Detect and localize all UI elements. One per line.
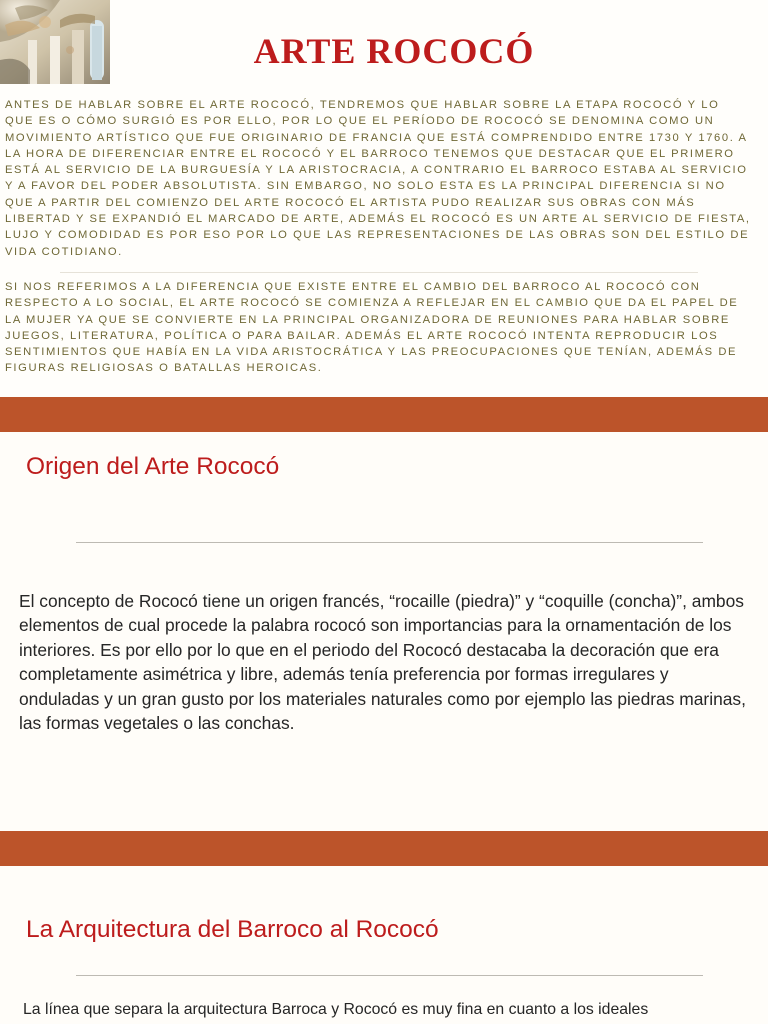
slide-body: El concepto de Rococó tiene un origen francés, “rocaille (piedra)” y “coquille (concha)”, ambos elementos de cual procede la palabra rococó son importancias para la ornamentación de los interiores. Es por ello por lo que en el periodo del Rococó destacaba la decoración que era completamente asimétrica y libre, además tenía preferencia por formas irregulares y onduladas y un gran gusto por los materiales naturales como por ejemplo las piedras marinas, las formas vegetales o las conchas. <box>19 591 746 734</box>
divider <box>76 542 703 543</box>
slide-separator-band <box>0 831 768 866</box>
slide-origen <box>0 432 768 831</box>
slide-arquitectura <box>0 866 768 1024</box>
divider <box>76 975 703 976</box>
divider <box>60 272 698 273</box>
intro-paragraph: ANTES DE HABLAR SOBRE EL ARTE ROCOCÓ, TENDREMOS QUE HABLAR SOBRE LA ETAPA ROCOCÓ Y LO QUE ES O CÓMO SURGIÓ ES POR ELLO, POR LO QUE EL PERÍODO DE ROCOCÓ SE DENOMINA COMO UN MOVIMIENTO ARTÍSTICO QUE FUE ORIGINARIO DE FRANCIA QUE ESTÁ COMPRENDIDO ENTRE 1730 Y 1760. A LA HORA DE DIFERENCIAR ENTRE EL ROCOCÓ Y EL BARROCO TENEMOS QUE DESTACAR QUE EL PRIMERO ESTÁ AL SERVICIO DE LA BURGUESÍA Y LA ARISTOCRACIA, A CONTRARIO EL BARROCO ESTABA AL SERVICIO Y A FAVOR DEL PODER ABSOLUTISTA. SIN EMBARGO, NO SOLO ESTA ES LA PRINCIPAL DIFERENCIA SI NO QUE A PARTIR DEL COMIENZO DEL ARTE ROCOCÓ EL ARTISTA PUDO REALIZAR SUS OBRAS CON MÁS LIBERTAD Y SE EXPANDIÓ EL MARCADO DE ARTE, ADEMÁS EL ROCOCÓ ES UN ARTE AL SERVICIO DE FIESTA, LUJO Y COMODIDAD ES POR ESO POR LO QUE LAS REPRESENTACIONES DE LAS OBRAS SON DEL ESTILO DE VIDA COTIDIANO. <box>5 99 751 258</box>
slide-separator-band <box>0 397 768 432</box>
slide-arte-rococo <box>0 0 768 397</box>
slide-heading: Origen del Arte Rococó <box>26 453 280 480</box>
slide-heading: La Arquitectura del Barroco al Rococó <box>26 916 439 943</box>
slide-body: La línea que separa la arquitectura Barroca y Rococó es muy fina en cuanto a los ideales <box>23 1001 649 1018</box>
social-paragraph: SI NOS REFERIMOS A LA DIFERENCIA QUE EXISTE ENTRE EL CAMBIO DEL BARROCO AL ROCOCÓ CON RESPECTO A LO SOCIAL, EL ARTE ROCOCÓ SE COMIENZA A REFLEJAR EN EL CAMBIO QUE DA EL PAPEL DE LA MUJER YA QUE SE CONVIERTE EN LA PRINCIPAL ORGANIZADORA DE REUNIONES PARA HABLAR SOBRE JUEGOS, LITERATURA, POLÍTICA O PARA BAILAR. ADEMÁS EL ARTE ROCOCÓ INTENTA REPRODUCIR LOS SENTIMIENTOS QUE HABÍA EN LA VIDA ARISTOCRÁTICA Y LAS PREOCUPACIONES QUE TENÍAN, ADEMÁS DE FIGURAS RELIGIOSAS O BATALLAS HEROICAS. <box>5 281 739 375</box>
slide-title: ARTE ROCOCÓ <box>253 31 535 72</box>
